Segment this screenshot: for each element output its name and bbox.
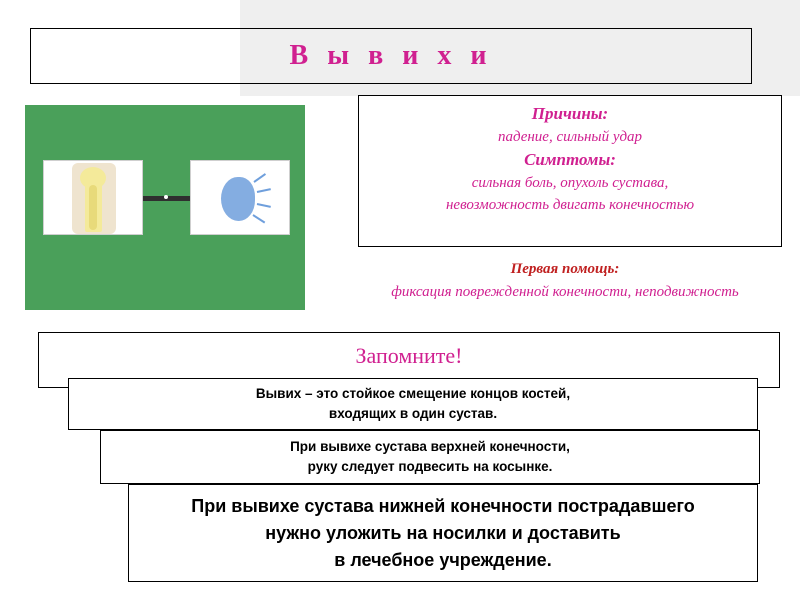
title-box (30, 28, 752, 84)
causes-symptoms-box (358, 95, 782, 247)
first-aid-heading: Первая помощь: (510, 261, 620, 277)
dislocated-joint-diagram (190, 160, 290, 235)
first-aid-text: фиксация поврежденной конечности, неподвижность (391, 283, 739, 300)
symptoms-heading: Симптомы: (524, 150, 616, 170)
fact-2-line-2: руку следует подвесить на косынке. (307, 459, 553, 474)
fact-2-line-1: При вывихе сустава верхней конечности, (290, 439, 570, 455)
causes-text: падение, сильный удар (497, 128, 643, 145)
fact-3-line-1: При вывихе сустава нижней конечности пострадавшего (191, 495, 695, 516)
first-aid-block (335, 258, 795, 303)
bone-marrow-shape (89, 185, 97, 230)
fact-3-line-2: нужно уложить на носилки и доставить (265, 522, 621, 543)
fact-box-3 (128, 484, 758, 582)
illustration-panel (25, 105, 305, 310)
page-title: В ы в и х и (289, 40, 493, 71)
symptoms-text-line-1: сильная боль, опухоль сустава, (471, 175, 669, 192)
causes-heading: Причины: (531, 104, 609, 123)
fact-3-line-3: в лечебное учреждение. (334, 549, 552, 570)
fact-1-line-1: Вывих – это стойкое смещение концов костей, (255, 386, 571, 402)
symptoms-text-line-2: невозможность двигать конечностью (445, 196, 695, 213)
fact-box-2 (100, 430, 760, 484)
fact-1-line-2: входящих в один сустав. (328, 406, 498, 421)
remember-label: Запомните! (355, 343, 463, 368)
swelling-shape (221, 177, 255, 221)
fact-box-1 (68, 378, 758, 430)
connector-dot (164, 195, 168, 199)
healthy-joint-diagram (43, 160, 143, 235)
